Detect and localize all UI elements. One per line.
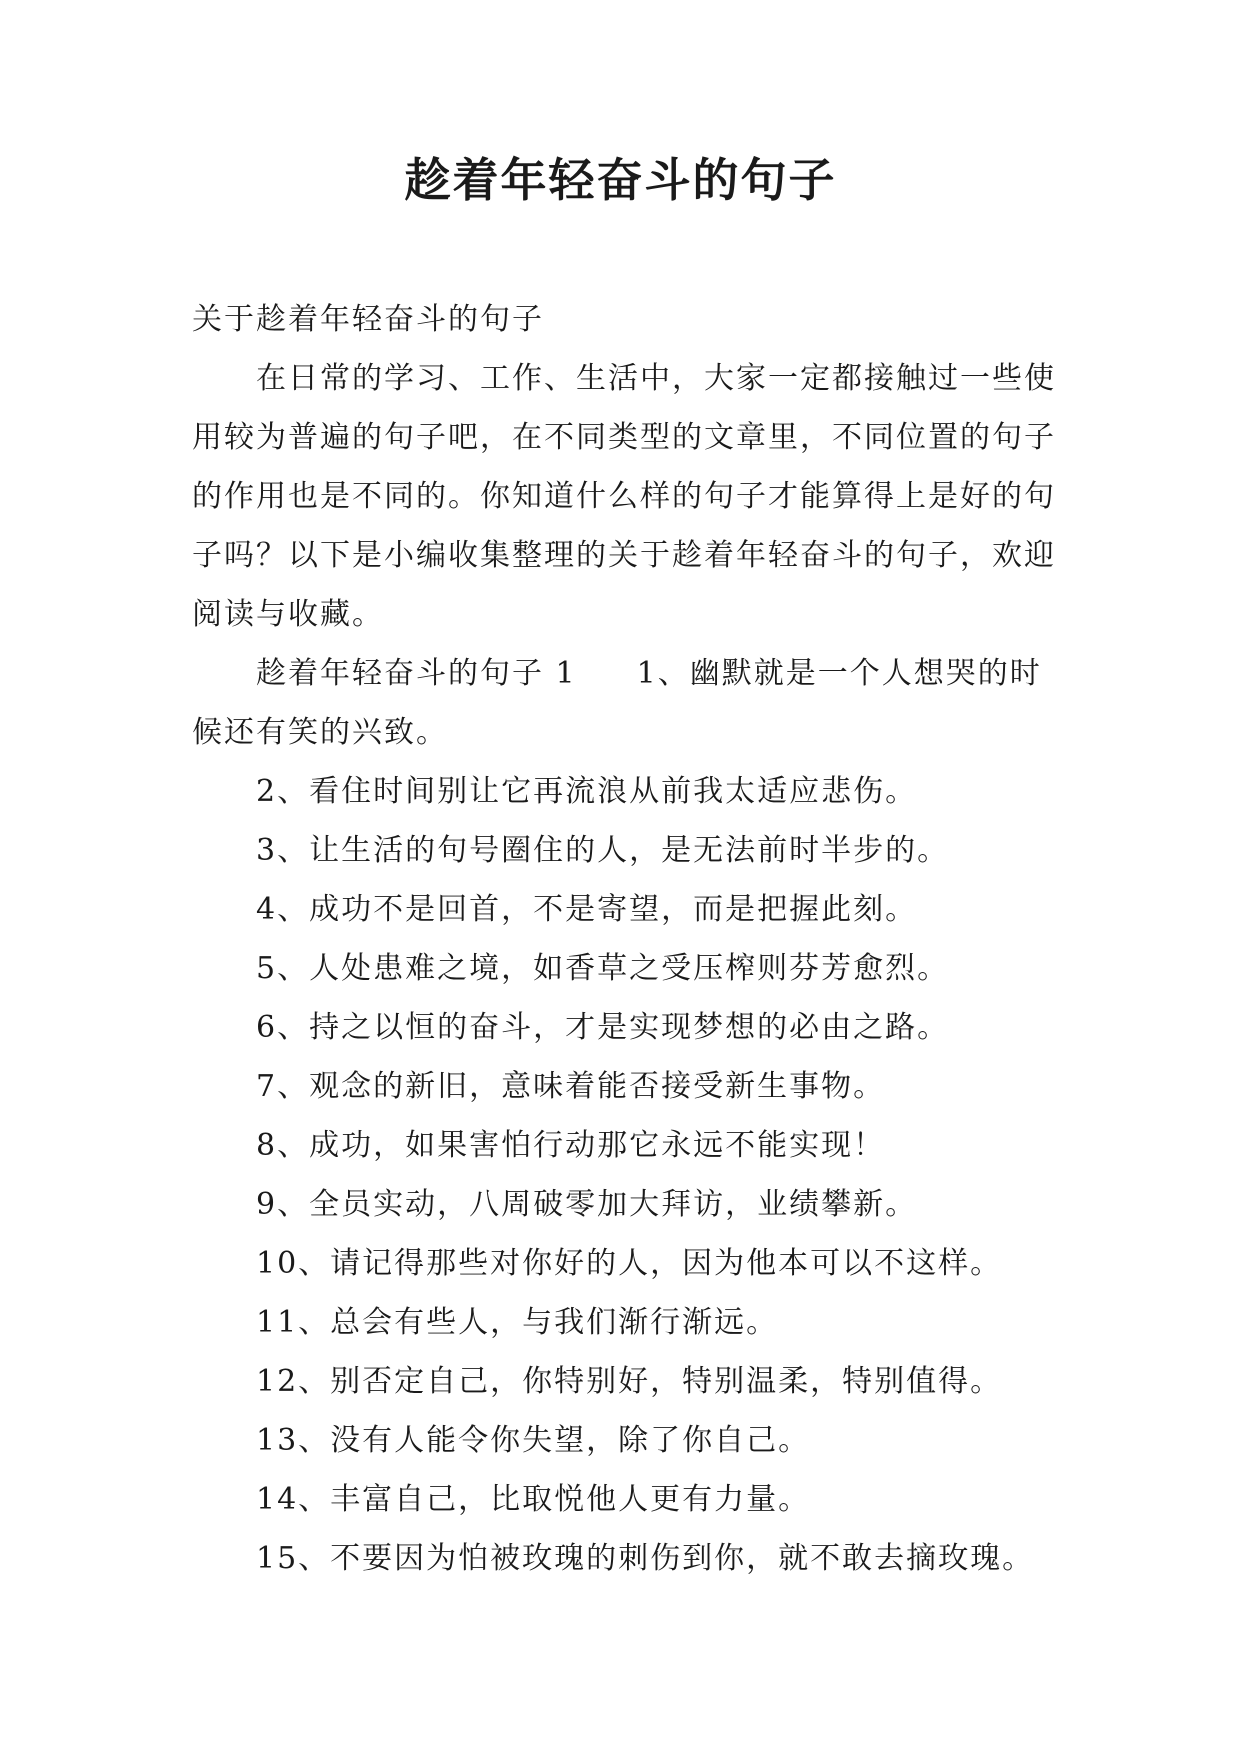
first-item: 1、幽默就是一个人想哭的时候还有笑的兴致。 [192,656,1042,750]
list-item: 5、人处患难之境，如香草之受压榨则芬芳愈烈。 [256,951,950,986]
list-item: 14、丰富自己，比取悦他人更有力量。 [256,1482,811,1517]
list-item: 9、全员实动，八周破零加大拜访，业绩攀新。 [256,1187,918,1222]
document-title: 趁着年轻奋斗的句子 [404,153,837,207]
subtitle: 关于趁着年轻奋斗的句子 [192,302,544,337]
list-item: 8、成功，如果害怕行动那它永远不能实现！ [256,1128,886,1163]
list-item: 10、请记得那些对你好的人，因为他本可以不这样。 [256,1246,1003,1281]
list-item: 15、不要因为怕被玫瑰的刺伤到你，就不敢去摘玫瑰。 [256,1541,1035,1576]
list-item: 12、别否定自己，你特别好，特别温柔，特别值得。 [256,1364,1003,1399]
list-item: 13、没有人能令你失望，除了你自己。 [256,1423,811,1458]
list-item: 3、让生活的句号圈住的人，是无法前时半步的。 [256,833,950,868]
list-item: 6、持之以恒的奋斗，才是实现梦想的必由之路。 [256,1010,950,1045]
section-heading: 趁着年轻奋斗的句子 1 [256,656,577,691]
document-body [192,290,1062,1588]
list-item: 11、总会有些人，与我们渐行渐远。 [256,1305,779,1340]
list-item: 2、看住时间别让它再流浪从前我太适应悲伤。 [256,774,918,809]
list-item: 4、成功不是回首，不是寄望，而是把握此刻。 [256,892,918,927]
intro-paragraph: 在日常的学习、工作、生活中，大家一定都接触过一些使用较为普遍的句子吧，在不同类型的文章里，不同位置的句子的作用也是不同的。你知道什么样的句子才能算得上是好的句子吗？以下是小编收集整理的关于趁着年轻奋斗的句子，欢迎阅读与收藏。 [192,361,1056,632]
list-item: 7、观念的新旧，意味着能否接受新生事物。 [256,1069,886,1104]
section-first-paragraph [192,644,1062,762]
